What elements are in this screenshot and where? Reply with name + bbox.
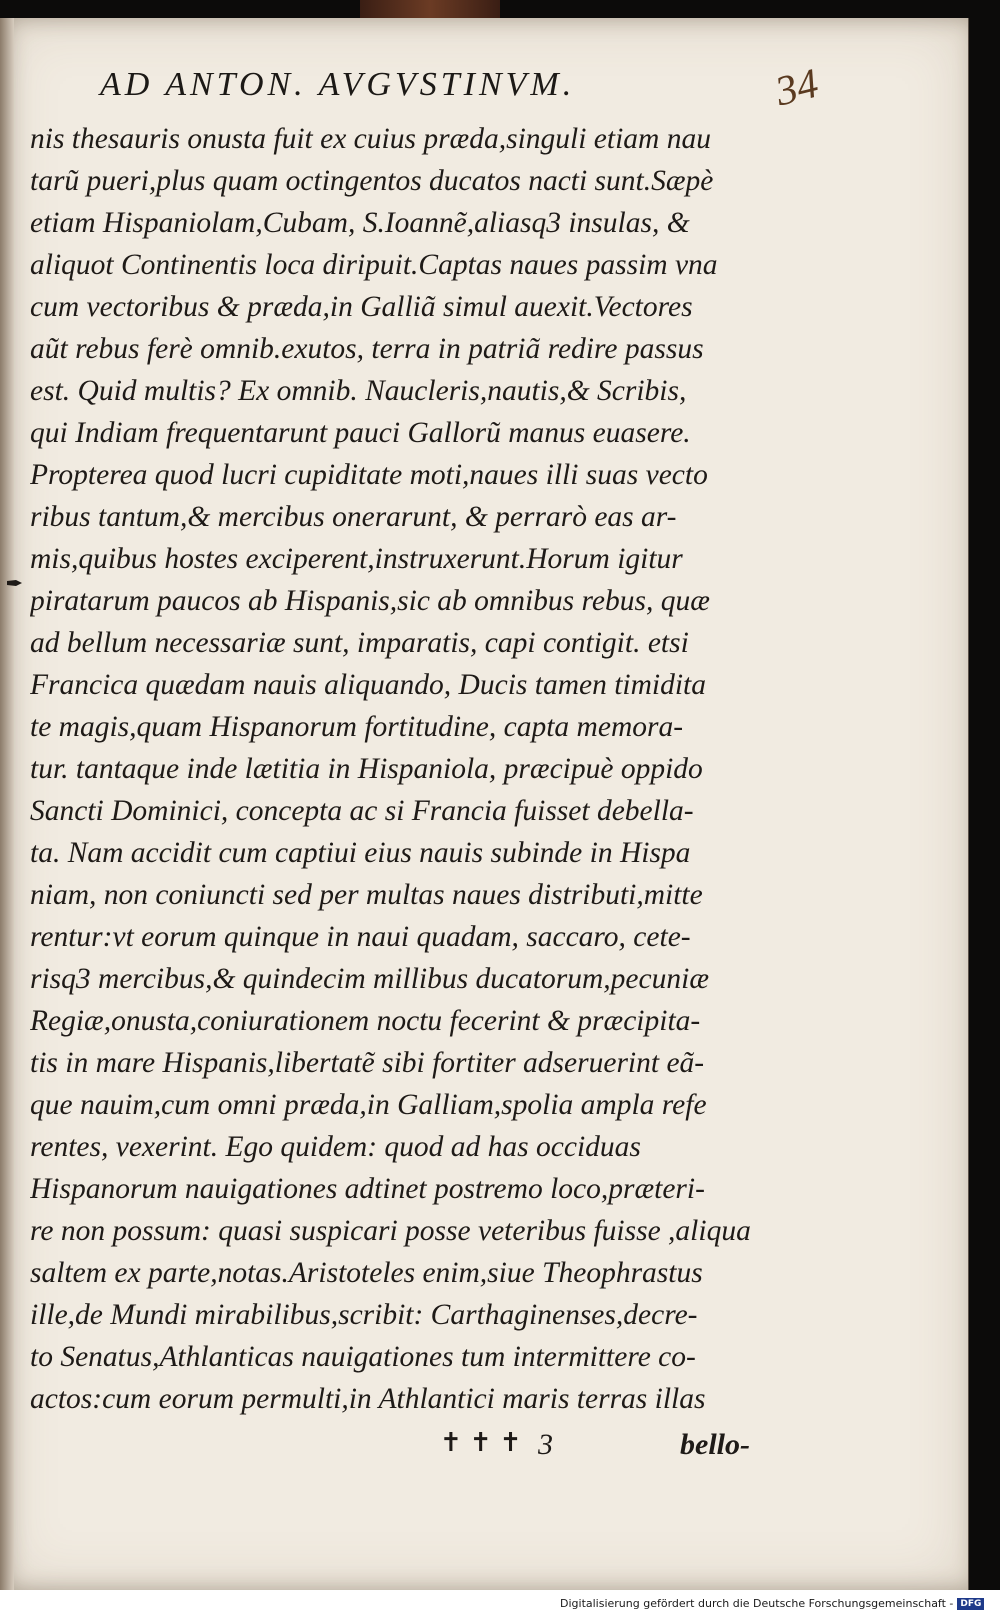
text-line: tarũ pueri,plus quam octingentos ducatos nacti sunt.Sæpè bbox=[30, 165, 714, 197]
text-line: est. Quid multis? Ex omnib. Naucleris,nautis,& Scribis, bbox=[30, 375, 687, 407]
text-line: nis thesauris onusta fuit ex cuius præda,singuli etiam nau bbox=[30, 123, 711, 155]
text-line: tur. tantaque inde lætitia in Hispaniola, præcipuè oppido bbox=[30, 753, 703, 785]
text-line: risq3 mercibus,& quindecim millibus ducatorum,pecuniæ bbox=[30, 963, 709, 995]
text-line: ta. Nam accidit cum captiui eius nauis subinde in Hispa bbox=[30, 837, 691, 869]
dfg-logo: DFG bbox=[957, 1598, 984, 1610]
text-line: aliquot Continentis loca diripuit.Captas naues passim vna bbox=[30, 249, 718, 281]
text-line: etiam Hispaniolam,Cubam, S.Ioannẽ,aliasq3 insulas, & bbox=[30, 207, 690, 239]
digitization-credit bbox=[560, 1597, 980, 1610]
text-line: rentur:vt eorum quinque in naui quadam, saccaro, cete- bbox=[30, 921, 691, 953]
text-line: te magis,quam Hispanorum fortitudine, capta memora- bbox=[30, 711, 684, 743]
text-line: ad bellum necessariæ sunt, imparatis, capi contigit. etsi bbox=[30, 627, 689, 659]
text-line: ille,de Mundi mirabilibus,scribit: Carthaginenses,decre- bbox=[30, 1299, 698, 1331]
text-line: mis,quibus hostes exciperent,instruxerunt.Horum igitur bbox=[30, 543, 683, 575]
text-line: Regiæ,onusta,coniurationem noctu fecerint & præcipita- bbox=[30, 1005, 701, 1037]
text-line: niam, non coniuncti sed per multas naues distributi,mitte bbox=[30, 879, 703, 911]
text-line: Francica quædam nauis aliquando, Ducis tamen timidita bbox=[30, 669, 707, 701]
catchword: bello- bbox=[680, 1428, 750, 1461]
text-line: rentes, vexerint. Ego quidem: quod ad has occiduas bbox=[30, 1131, 641, 1163]
text-line: cum vectoribus & præda,in Galliã simul auexit.Vectores bbox=[30, 291, 693, 323]
body-text bbox=[30, 118, 770, 1420]
handwritten-folio-number: 34 bbox=[771, 60, 823, 116]
signature-number: 3 bbox=[538, 1428, 553, 1461]
pointing-hand-icon bbox=[6, 574, 24, 592]
binding-strip bbox=[360, 0, 500, 18]
text-line: Propterea quod lucri cupiditate moti,naues illi suas vecto bbox=[30, 459, 708, 491]
page-footer bbox=[440, 1428, 780, 1468]
text-line: ribus tantum,& mercibus onerarunt, & perrarò eas ar- bbox=[30, 501, 677, 533]
text-line: to Senatus,Athlanticas nauigationes tum intermittere co- bbox=[30, 1341, 696, 1373]
text-line: Hispanorum nauigationes adtinet postremo loco,præteri- bbox=[30, 1173, 705, 1205]
text-line: piratarum paucos ab Hispanis,sic ab omnibus rebus, quæ bbox=[30, 585, 710, 617]
text-line: Sancti Dominici, concepta ac si Francia fuisset debella- bbox=[30, 795, 694, 827]
credit-text: Digitalisierung gefördert durch die Deutsche Forschungsgemeinschaft - bbox=[560, 1597, 954, 1610]
text-line: actos:cum eorum permulti,in Athlantici maris terras illas bbox=[30, 1383, 706, 1415]
signature-mark: ✝✝✝ bbox=[440, 1428, 530, 1457]
text-line: que nauim,cum omni præda,in Galliam,spolia ampla refe bbox=[30, 1089, 707, 1121]
running-head: AD ANTON. AVGVSTINVM. bbox=[100, 66, 576, 103]
text-line: aũt rebus ferè omnib.exutos, terra in patriã redire passus bbox=[30, 333, 704, 365]
text-line: re non possum: quasi suspicari posse veteribus fuisse ,aliqua bbox=[30, 1215, 751, 1247]
text-line: saltem ex parte,notas.Aristoteles enim,siue Theophrastus bbox=[30, 1257, 703, 1289]
text-line: tis in mare Hispanis,libertatẽ sibi fortiter adseruerint eã- bbox=[30, 1047, 705, 1079]
page-gutter-shadow bbox=[0, 18, 14, 1590]
text-line: qui Indiam frequentarunt pauci Gallorũ manus euasere. bbox=[30, 417, 691, 449]
